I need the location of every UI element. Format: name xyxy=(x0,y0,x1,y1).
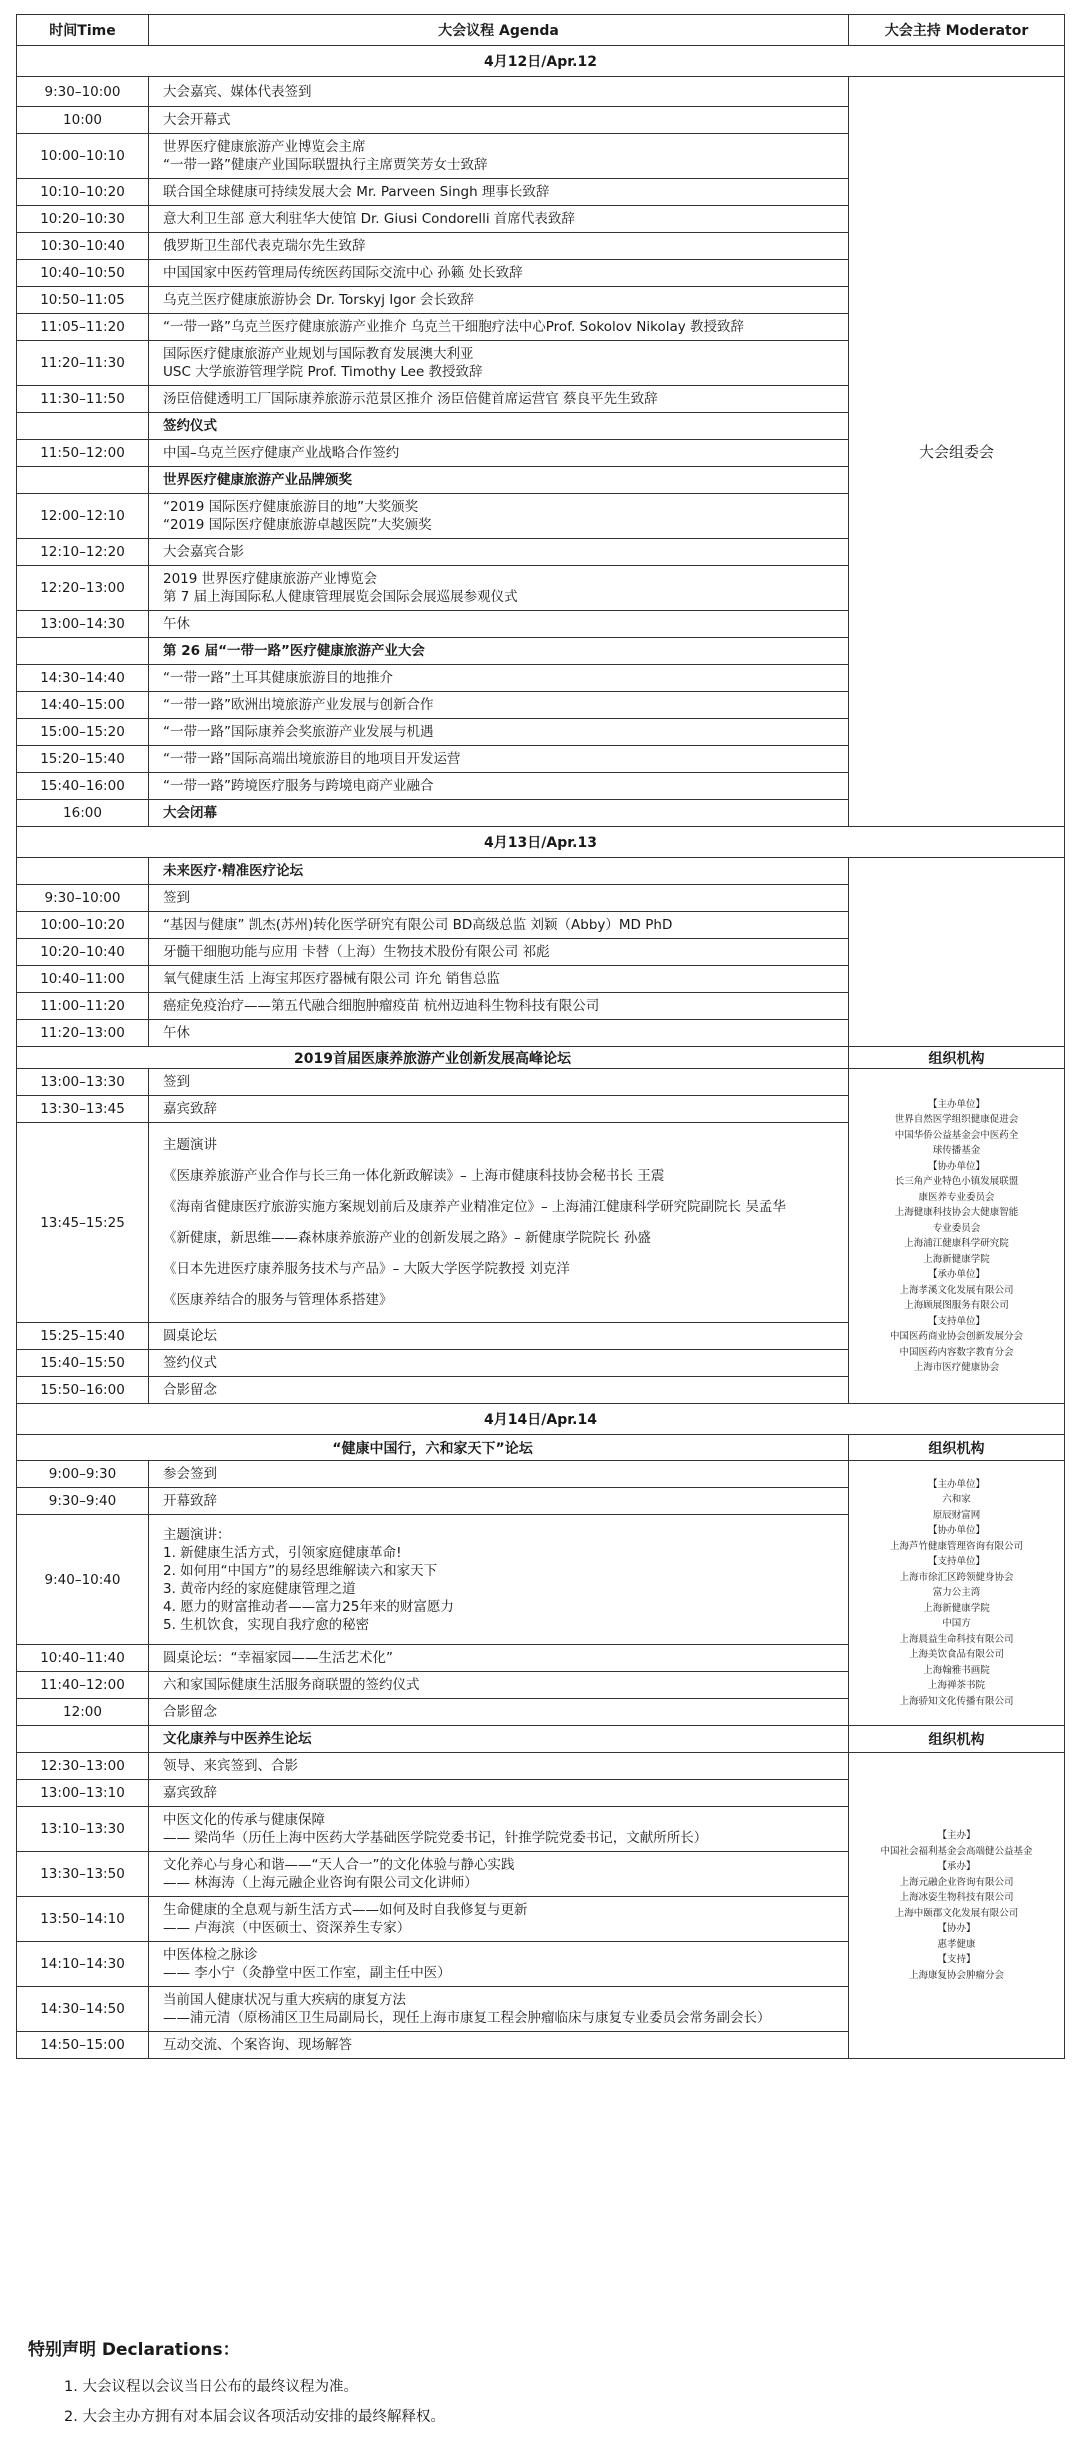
time-cell: 10:00 xyxy=(17,107,149,134)
time-cell: 13:50–14:10 xyxy=(17,1897,149,1942)
time-cell xyxy=(17,413,149,440)
organizer-line: 【主办单位】 xyxy=(927,1478,985,1490)
organizer-line: 【承办】 xyxy=(937,1861,976,1872)
agenda-line: —— 梁尚华（历任上海中医药大学基础医学院党委书记，针推学院党委书记，文献所所长） xyxy=(163,1830,708,1846)
organizer-line: 上海市徐汇区跨领健身协会 xyxy=(899,1571,1014,1583)
time-cell: 15:40–16:00 xyxy=(17,773,149,800)
agenda-cell: 签到 xyxy=(149,885,849,912)
time-cell: 11:05–11:20 xyxy=(17,314,149,341)
agenda-line: 嘉宾致辞 xyxy=(163,1101,217,1117)
agenda-line: —— 林海涛（上海元融企业咨询有限公司文化讲师） xyxy=(163,1875,478,1891)
agenda-cell xyxy=(149,440,849,467)
agenda-line: 《医康养旅游产业合作与长三角一体化新政解读》– 上海市健康科技协会秘书长 王震 xyxy=(163,1167,665,1184)
organizer-line: 【主办单位】 xyxy=(927,1098,985,1110)
agenda-line: 第 7 届上海国际私人健康管理展览会国际会展巡展参观仪式 xyxy=(163,589,518,605)
empty-time-cell xyxy=(17,858,149,885)
moderator-column-header: 大会主持 Moderator xyxy=(849,15,1065,46)
organizer-line: 上海美饮食品有限公司 xyxy=(908,1649,1004,1661)
agenda-line: 主题演讲 xyxy=(163,1136,217,1153)
organizer-heading: 组织机构 xyxy=(849,1047,1065,1069)
agenda-cell xyxy=(149,107,849,134)
organizer-line: 【协办单位】 xyxy=(927,1160,985,1172)
organizer-line: 上海康复协会肿瘤分会 xyxy=(908,1969,1004,1981)
agenda-line: 互动交流、个案咨询、现场解答 xyxy=(163,2037,352,2053)
organizer-line: 中国华侨公益基金会中医药全 xyxy=(894,1129,1019,1141)
organizer-line: 上海新健康学院 xyxy=(923,1253,990,1265)
agenda-row xyxy=(17,1069,1065,1096)
organizer-line: 上海顾展图服务有限公司 xyxy=(904,1300,1009,1311)
agenda-line: 午休 xyxy=(163,616,190,632)
time-cell xyxy=(17,467,149,494)
organizer-line: 上海晨益生命科技有限公司 xyxy=(899,1633,1014,1645)
time-cell: 10:20–10:30 xyxy=(17,206,149,233)
section-heading xyxy=(149,638,849,665)
time-column-header: 时间Time xyxy=(17,15,149,46)
time-cell: 9:30–10:00 xyxy=(17,77,149,107)
organizer-line: 长三角产业特色小镇发展联盟 xyxy=(894,1176,1019,1187)
agenda-line: 生命健康的全息观与新生活方式——如何及时自我修复与更新 xyxy=(163,1902,528,1918)
agenda-table xyxy=(16,14,1065,2059)
time-cell: 9:40–10:40 xyxy=(17,1515,149,1645)
time-cell: 15:50–16:00 xyxy=(17,1377,149,1404)
agenda-cell xyxy=(149,1753,849,1780)
agenda-line: 《新健康，新思维——森林康养旅游产业的创新发展之路》– 新健康学院院长 孙盛 xyxy=(163,1229,651,1246)
forum-title-row xyxy=(17,1435,1065,1461)
agenda-line: 大会嘉宾、媒体代表签到 xyxy=(163,83,312,100)
time-cell: 14:30–14:40 xyxy=(17,665,149,692)
agenda-line: 乌克兰医疗健康旅游协会 Dr. Torskyj Igor 会长致辞 xyxy=(163,292,474,308)
agenda-cell xyxy=(149,1699,849,1726)
forum-title-row xyxy=(17,858,1065,885)
agenda-cell xyxy=(149,1645,849,1672)
organizer-line: 上海市医疗健康协会 xyxy=(913,1362,1000,1373)
agenda-cell xyxy=(149,1780,849,1807)
agenda-cell xyxy=(149,494,849,539)
agenda-cell xyxy=(149,260,849,287)
organizer-line: 专业委员会 xyxy=(932,1222,981,1234)
agenda-row xyxy=(17,1461,1065,1488)
organizer-line: 球传播基金 xyxy=(932,1145,981,1156)
agenda-line: 圆桌论坛：“幸福家园——生活艺术化” xyxy=(163,1650,393,1666)
agenda-cell xyxy=(149,1488,849,1515)
time-cell: 10:30–10:40 xyxy=(17,233,149,260)
forum-title-row xyxy=(17,1047,1065,1069)
organizer-line: 富力公主湾 xyxy=(932,1587,981,1599)
time-cell: 15:00–15:20 xyxy=(17,719,149,746)
agenda-line: 5. 生机饮食，实现自我疗愈的秘密 xyxy=(163,1616,370,1633)
declaration-item: 2. 大会主办方拥有对本届会议各项活动安排的最终解释权。 xyxy=(64,2409,445,2425)
day-date-heading: 4月13日/Apr.13 xyxy=(17,827,1065,858)
time-cell: 9:30–9:40 xyxy=(17,1488,149,1515)
forum-title: 未来医疗·精准医疗论坛 xyxy=(149,858,849,885)
agenda-line: 2019 世界医疗健康旅游产业博览会 xyxy=(163,571,378,587)
agenda-line: —— 卢海滨（中医硕士、资深养生专家） xyxy=(163,1920,411,1936)
agenda-line: 嘉宾致辞 xyxy=(163,1785,217,1801)
agenda-cell xyxy=(149,1987,849,2032)
organizer-line: 上海中颐郡文化发展有限公司 xyxy=(894,1907,1019,1919)
agenda-line: 签约仪式 xyxy=(163,1355,217,1371)
agenda-line: 中医体检之脉诊 xyxy=(163,1947,258,1963)
agenda-line: 大会嘉宾合影 xyxy=(163,544,244,560)
agenda-cell: 午休 xyxy=(149,1020,849,1047)
agenda-line: 中国–乌克兰医疗健康产业战略合作签约 xyxy=(163,445,400,461)
time-cell: 14:40–15:00 xyxy=(17,692,149,719)
organizer-line: 上海元融企业咨询有限公司 xyxy=(899,1876,1014,1888)
agenda-line: “一带一路”国际高端出境旅游目的地项目开发运营 xyxy=(163,751,461,767)
agenda-cell xyxy=(149,2032,849,2059)
organizer-line: 【承办单位】 xyxy=(927,1269,985,1280)
agenda-line: 签约仪式 xyxy=(163,418,217,434)
section-heading xyxy=(149,413,849,440)
day-header-row xyxy=(17,827,1065,858)
time-cell: 11:40–12:00 xyxy=(17,1672,149,1699)
agenda-line: 世界医疗健康旅游产业品牌颁奖 xyxy=(163,472,352,488)
organizer-line: 中国医药内容数字教育分会 xyxy=(899,1346,1014,1358)
agenda-line: 参会签到 xyxy=(163,1466,217,1482)
agenda-cell xyxy=(149,287,849,314)
organizer-line: 上海新健康学院 xyxy=(923,1602,990,1614)
time-cell: 16:00 xyxy=(17,800,149,827)
agenda-cell xyxy=(149,1897,849,1942)
time-cell: 13:10–13:30 xyxy=(17,1807,149,1852)
agenda-line: 六和家国际健康生活服务商联盟的签约仪式 xyxy=(163,1677,420,1693)
agenda-line: “一带一路”乌克兰医疗健康旅游产业推介 乌克兰干细胞疗法中心Prof. Sokolov Nikolay 教授致辞 xyxy=(163,319,745,335)
agenda-cell xyxy=(149,1461,849,1488)
agenda-cell xyxy=(149,1350,849,1377)
agenda-line: 《海南省健康医疗旅游实施方案规划前后及康养产业精准定位》– 上海浦江健康科学研究院副院长 吴孟华 xyxy=(163,1198,786,1215)
organizer-line: 上海骄知文化传播有限公司 xyxy=(899,1695,1014,1707)
organizer-line: 中国医药商业协会创新发展分会 xyxy=(889,1331,1023,1342)
time-cell: 15:25–15:40 xyxy=(17,1323,149,1350)
day-date-heading: 4月14日/Apr.14 xyxy=(17,1404,1065,1435)
organizer-line: 【支持单位】 xyxy=(927,1315,985,1327)
organizer-line: 【支持单位】 xyxy=(927,1556,985,1568)
empty-moderator-cell xyxy=(849,858,1065,1047)
day-date-heading: 4月12日/Apr.12 xyxy=(17,46,1065,77)
section-heading xyxy=(149,467,849,494)
time-cell: 13:30–13:45 xyxy=(17,1096,149,1123)
agenda-cell: “基因与健康” 凯杰(苏州)转化医学研究有限公司 BD高级总监 刘颖（Abby）MD PhD xyxy=(149,912,849,939)
agenda-line: 领导、来宾签到、合影 xyxy=(163,1758,298,1774)
time-cell xyxy=(17,638,149,665)
time-cell: 12:00 xyxy=(17,1699,149,1726)
agenda-cell xyxy=(149,341,849,386)
time-cell: 12:30–13:00 xyxy=(17,1753,149,1780)
time-cell: 11:20–11:30 xyxy=(17,341,149,386)
agenda-cell xyxy=(149,206,849,233)
agenda-cell xyxy=(149,1069,849,1096)
agenda-cell xyxy=(149,314,849,341)
agenda-line: 合影留念 xyxy=(163,1704,217,1720)
organizer-list xyxy=(849,1753,1065,2059)
agenda-cell xyxy=(149,539,849,566)
agenda-line: USC 大学旅游管理学院 Prof. Timothy Lee 教授致辞 xyxy=(163,364,483,380)
organizer-line: 世界自然医学组织健康促进会 xyxy=(894,1114,1019,1125)
organizer-line: 上海禅茶书院 xyxy=(927,1680,985,1692)
agenda-line: 1. 新健康生活方式，引领家庭健康革命! xyxy=(163,1544,402,1561)
agenda-line: 3. 黄帝内经的家庭健康管理之道 xyxy=(163,1580,356,1597)
agenda-cell xyxy=(149,1096,849,1123)
agenda-cell xyxy=(149,134,849,179)
agenda-column-header: 大会议程 Agenda xyxy=(149,15,849,46)
agenda-line: 中医文化的传承与健康保障 xyxy=(163,1812,325,1828)
agenda-line: 汤臣倍健透明工厂国际康养旅游示范景区推介 汤臣倍健首席运营官 蔡良平先生致辞 xyxy=(163,391,658,407)
agenda-line: 2. 如何用“中国方”的易经思维解读六和家天下 xyxy=(163,1562,438,1579)
organizer-heading: 组织机构 xyxy=(849,1435,1065,1461)
agenda-line: “一带一路”土耳其健康旅游目的地推介 xyxy=(163,670,393,686)
time-cell: 10:00–10:20 xyxy=(17,912,149,939)
agenda-cell xyxy=(149,719,849,746)
agenda-line: 中国国家中医药管理局传统医药国际交流中心 孙籁 处长致辞 xyxy=(163,265,523,281)
agenda-line: 第 26 届“一带一路”医疗健康旅游产业大会 xyxy=(163,643,425,659)
moderator-cell: 大会组委会 xyxy=(849,77,1065,827)
organizer-line: 上海芦竹健康管理咨询有限公司 xyxy=(889,1540,1023,1552)
time-cell: 14:30–14:50 xyxy=(17,1987,149,2032)
time-cell: 12:00–12:10 xyxy=(17,494,149,539)
time-cell: 10:50–11:05 xyxy=(17,287,149,314)
day-header-row xyxy=(17,46,1065,77)
section-heading xyxy=(149,800,849,827)
agenda-cell xyxy=(149,1942,849,1987)
agenda-line: 意大利卫生部 意大利驻华大使馆 Dr. Giusi Condorelli 首席代表致辞 xyxy=(163,211,575,227)
time-cell: 12:10–12:20 xyxy=(17,539,149,566)
forum-title: “健康中国行，六和家天下”论坛 xyxy=(17,1435,849,1461)
agenda-cell xyxy=(149,1515,849,1645)
time-cell: 11:20–13:00 xyxy=(17,1020,149,1047)
agenda-cell: 氧气健康生活 上海宝邦医疗器械有限公司 许允 销售总监 xyxy=(149,966,849,993)
agenda-line: “2019 国际医疗健康旅游目的地”大奖颁奖 xyxy=(163,499,419,515)
agenda-line: “一带一路”跨境医疗服务与跨境电商产业融合 xyxy=(163,778,434,794)
forum-title-row xyxy=(17,1726,1065,1753)
agenda-cell xyxy=(149,746,849,773)
time-cell: 13:45–15:25 xyxy=(17,1123,149,1323)
organizer-heading: 组织机构 xyxy=(849,1726,1065,1753)
time-cell: 10:40–11:40 xyxy=(17,1645,149,1672)
organizer-line: 【协办单位】 xyxy=(927,1525,985,1537)
declaration-item: 1. 大会议程以会议当日公布的最终议程为准。 xyxy=(64,2379,358,2395)
agenda-line: 联合国全球健康可持续发展大会 Mr. Parveen Singh 理事长致辞 xyxy=(163,184,550,200)
organizer-line: 原辰财富网 xyxy=(932,1509,981,1521)
time-cell: 13:00–13:30 xyxy=(17,1069,149,1096)
agenda-line: 开幕致辞 xyxy=(163,1493,217,1509)
time-cell: 11:50–12:00 xyxy=(17,440,149,467)
agenda-cell xyxy=(149,1377,849,1404)
time-cell: 14:10–14:30 xyxy=(17,1942,149,1987)
agenda-line: “2019 国际医疗健康旅游卓越医院”大奖颁奖 xyxy=(163,517,432,533)
agenda-row xyxy=(17,77,1065,107)
agenda-cell xyxy=(149,566,849,611)
time-cell: 10:10–10:20 xyxy=(17,179,149,206)
forum-title: 文化康养与中医养生论坛 xyxy=(149,1726,849,1753)
organizer-list xyxy=(849,1461,1065,1726)
time-cell: 14:50–15:00 xyxy=(17,2032,149,2059)
agenda-cell xyxy=(149,179,849,206)
agenda-cell xyxy=(149,692,849,719)
agenda-line: 世界医疗健康旅游产业博览会主席 xyxy=(163,139,366,155)
organizer-line: 中国方 xyxy=(942,1618,971,1630)
time-cell: 11:30–11:50 xyxy=(17,386,149,413)
agenda-line: 文化养心与身心和谐——“天人合一”的文化体验与静心实践 xyxy=(163,1857,515,1873)
organizer-line: 中国社会福利基金会高端健公益基金 xyxy=(880,1845,1033,1857)
organizer-line: 惠孝健康 xyxy=(937,1938,976,1950)
organizer-line: 上海浦江健康科学研究院 xyxy=(904,1238,1009,1249)
empty-time-cell xyxy=(17,1726,149,1753)
agenda-cell xyxy=(149,386,849,413)
agenda-cell xyxy=(149,611,849,638)
agenda-cell xyxy=(149,665,849,692)
time-cell: 13:00–13:10 xyxy=(17,1780,149,1807)
agenda-cell: 牙髓干细胞功能与应用 卡替（上海）生物技术股份有限公司 祁彪 xyxy=(149,939,849,966)
agenda-cell xyxy=(149,1672,849,1699)
time-cell: 10:00–10:10 xyxy=(17,134,149,179)
agenda-line: 当前国人健康状况与重大疾病的康复方法 xyxy=(163,1992,406,2008)
time-cell: 13:00–14:30 xyxy=(17,611,149,638)
agenda-cell xyxy=(149,77,849,107)
day-header-row xyxy=(17,1404,1065,1435)
agenda-line: ——浦元清（原杨浦区卫生局副局长，现任上海市康复工程会肿瘤临床与康复专业委员会常务副会长） xyxy=(163,2010,771,2026)
agenda-line: 《日本先进医疗康养服务技术与产品》– 大阪大学医学院教授 刘克洋 xyxy=(163,1260,570,1277)
time-cell: 10:40–10:50 xyxy=(17,260,149,287)
forum-title: 2019首届医康养旅游产业创新发展高峰论坛 xyxy=(17,1047,849,1069)
time-cell: 9:00–9:30 xyxy=(17,1461,149,1488)
organizer-line: 上海翰雅书画院 xyxy=(923,1664,990,1676)
organizer-line: 【支持】 xyxy=(937,1954,976,1965)
agenda-cell xyxy=(149,1852,849,1897)
organizer-list xyxy=(849,1069,1065,1404)
declarations xyxy=(28,2335,445,2432)
agenda-line: “一带一路”国际康养会奖旅游产业发展与机遇 xyxy=(163,724,434,740)
agenda-line: “一带一路”健康产业国际联盟执行主席贾笑芳女士致辞 xyxy=(163,157,488,173)
organizer-line: 【主办】 xyxy=(937,1830,976,1841)
organizer-line: 上海孝溪文化发展有限公司 xyxy=(899,1284,1014,1296)
time-cell: 13:30–13:50 xyxy=(17,1852,149,1897)
time-cell: 12:20–13:00 xyxy=(17,566,149,611)
agenda-line: “一带一路”欧洲出境旅游产业发展与创新合作 xyxy=(163,697,434,713)
agenda-cell xyxy=(149,1323,849,1350)
agenda-row xyxy=(17,1753,1065,1780)
organizer-line: 【协办】 xyxy=(937,1923,976,1934)
time-cell: 10:40–11:00 xyxy=(17,966,149,993)
agenda-line: 大会开幕式 xyxy=(163,112,231,128)
agenda-line: 主题演讲： xyxy=(163,1526,231,1543)
agenda-cell xyxy=(149,773,849,800)
organizer-line: 六和家 xyxy=(942,1494,971,1506)
time-cell: 15:20–15:40 xyxy=(17,746,149,773)
organizer-line: 康医养专业委员会 xyxy=(918,1191,995,1203)
agenda-line: 大会闭幕 xyxy=(163,805,217,821)
agenda-line: 《医康养结合的服务与管理体系搭建》 xyxy=(163,1291,393,1308)
time-cell: 9:30–10:00 xyxy=(17,885,149,912)
time-cell: 10:20–10:40 xyxy=(17,939,149,966)
time-cell: 11:00–11:20 xyxy=(17,993,149,1020)
agenda-line: —— 李小宁（灸静堂中医工作室，副主任中医） xyxy=(163,1965,451,1981)
agenda-cell xyxy=(149,1123,849,1323)
time-cell: 15:40–15:50 xyxy=(17,1350,149,1377)
organizer-line: 上海健康科技协会大健康智能 xyxy=(894,1207,1019,1218)
agenda-line: 合影留念 xyxy=(163,1382,217,1398)
agenda-cell xyxy=(149,1807,849,1852)
agenda-line: 签到 xyxy=(163,1074,190,1090)
agenda-line: 俄罗斯卫生部代表克瑞尔先生致辞 xyxy=(163,238,366,254)
agenda-cell: 癌症免疫治疗——第五代融合细胞肿瘤疫苗 杭州迈迪科生物科技有限公司 xyxy=(149,993,849,1020)
agenda-line: 圆桌论坛 xyxy=(163,1328,217,1344)
agenda-line: 4. 愿力的财富推动者——富力25年来的财富愿力 xyxy=(163,1598,454,1615)
declarations-title: 特别声明 Declarations： xyxy=(28,2340,240,2360)
organizer-line: 上海冰姿生物科技有限公司 xyxy=(899,1892,1014,1903)
table-header-row xyxy=(17,15,1065,46)
agenda-cell xyxy=(149,233,849,260)
agenda-line: 国际医疗健康旅游产业规划与国际教育发展澳大利亚 xyxy=(163,346,474,362)
